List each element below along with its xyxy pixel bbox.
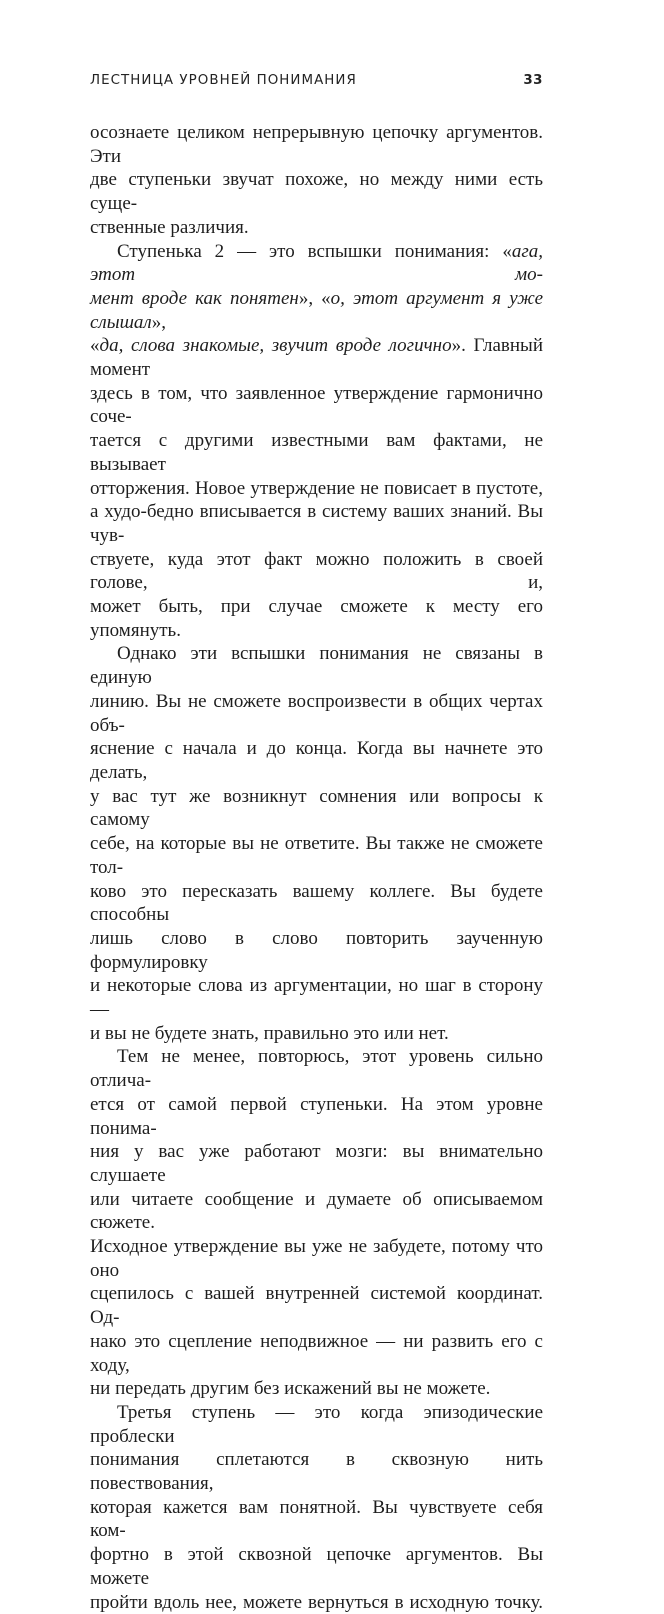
text-line: Однако эти вспышки понимания не связаны в единую [90, 643, 543, 689]
text-line: пройти вдоль нее, можете вернуться в исходную точку. [90, 1591, 543, 1613]
text-line [90, 287, 543, 334]
text-run: Ступенька 2 — это вспышки понимания: « [117, 240, 512, 262]
text-line: две ступеньки звучат похоже, но между ними есть суще- [90, 169, 543, 215]
page-body [90, 121, 543, 1614]
text-line: ствуете, куда этот факт можно положить в своей голове, и, [90, 548, 543, 594]
text-line: Тем не менее, повторюсь, этот уровень сильно отлича- [90, 1046, 543, 1092]
italic-quote: о, этот аргумент я уже слышал [90, 287, 544, 333]
text-line: может быть, при случае сможете к месту его упомянуть. [90, 596, 543, 641]
italic-quote: мент вроде как понятен [90, 287, 299, 309]
text-line: отторжения. Новое утверждение не повисает в пустоте, [90, 477, 543, 499]
text-line: понимания сплетаются в сквозную нить повествования, [90, 1449, 543, 1495]
text-line: нако это сцепление неподвижное — ни развить его с ходу, [90, 1330, 543, 1376]
text-line: ется от самой первой ступеньки. На этом уровне понима- [90, 1093, 543, 1139]
text-line: сцепилось с вашей внутренней системой координат. Од- [90, 1283, 543, 1329]
text-line: у вас тут же возникнут сомнения или вопросы к самому [90, 785, 543, 831]
text-line: или читаете сообщение и думаете об описываемом сюжете. [90, 1188, 543, 1234]
text-line [90, 240, 543, 287]
text-line: тается с другими известными вам фактами, не вызывает [90, 430, 543, 475]
italic-quote: ага, этот мо- [90, 240, 543, 286]
page-number: 33 [523, 73, 543, 88]
text-line: ково это пересказать вашему коллеге. Вы будете способны [90, 880, 543, 926]
text-run: ». Главный момент [90, 335, 543, 381]
text-line: которая кажется вам понятной. Вы чувствуете себя ком- [90, 1496, 543, 1542]
italic-quote: да, слова знакомые, звучит вроде логично [99, 335, 452, 357]
text-line: и некоторые слова из аргументации, но шаг в сторону — [90, 975, 543, 1021]
text-line: Третья ступень — это когда эпизодические проблески [90, 1401, 543, 1447]
text-line: фортно в этой сквозной цепочке аргументов. Вы можете [90, 1544, 543, 1589]
text-line: линию. Вы не сможете воспроизвести в общих чертах объ- [90, 690, 543, 736]
text-line: и вы не будете знать, правильно это или нет. [90, 1022, 449, 1044]
text-line: яснение с начала и до конца. Когда вы начнете это делать, [90, 738, 543, 783]
text-run: « [90, 335, 100, 357]
running-head [90, 73, 543, 93]
text-line: а худо-бедно вписывается в систему ваших знаний. Вы чув- [90, 501, 543, 546]
running-title: ЛЕСТНИЦА УРОВНЕЙ ПОНИМАНИЯ [90, 73, 357, 88]
text-line: здесь в том, что заявленное утверждение гармонично соче- [90, 382, 543, 428]
text-line: ни передать другим без искажений вы не можете. [90, 1378, 491, 1400]
text-run: », [151, 311, 166, 333]
text-line: осознаете целиком непрерывную цепочку аргументов. Эти [90, 122, 543, 167]
text-line: лишь слово в слово повторить заученную формулировку [90, 927, 543, 973]
text-line: себе, на которые вы не ответите. Вы также не сможете тол- [90, 833, 543, 878]
text-line: ственные различия. [90, 216, 249, 238]
text-run: », « [298, 287, 331, 309]
text-line [90, 334, 543, 381]
text-line: Исходное утверждение вы уже не забудете, потому что оно [90, 1236, 543, 1281]
text-line: ния у вас уже работают мозги: вы внимательно слушаете [90, 1141, 543, 1186]
